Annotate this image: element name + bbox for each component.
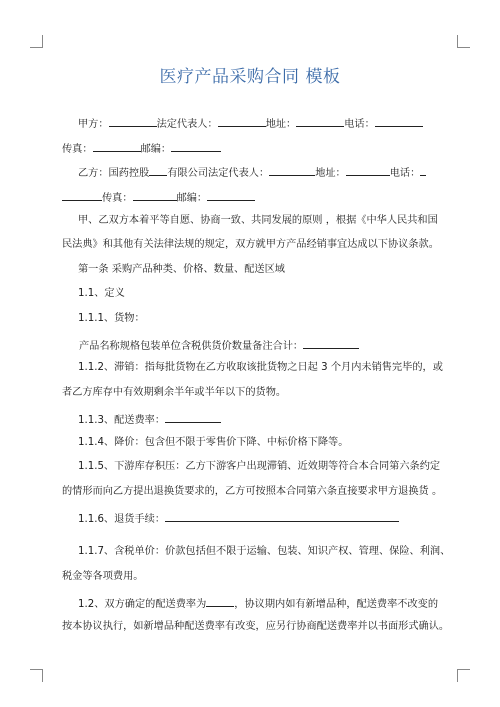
party-b-address-label: 地址： <box>315 168 346 179</box>
party-a-rep-label: 法定代表人： <box>156 119 218 130</box>
party-b-rep-blank[interactable] <box>269 164 315 176</box>
party-a-phone-blank[interactable] <box>375 115 423 127</box>
party-b-label: 乙方：国药控股 <box>78 168 150 179</box>
section-1-2-text-b: ，协议期内如有新增品种，配送费率不改变的 <box>234 599 439 610</box>
party-a-line-2 <box>62 140 440 157</box>
section-1-1-2-line-2: 者乙方库存中有效期剩余半年或半年以下的货物。 <box>62 387 287 398</box>
party-b-address-blank[interactable] <box>346 164 390 176</box>
party-b-fax-blank[interactable] <box>133 189 177 201</box>
party-b-branch-blank[interactable] <box>149 164 167 176</box>
article-1-heading: 第一条 采购产品种类、价格、数量、配送区域 <box>78 264 285 275</box>
party-a-rep-blank[interactable] <box>218 115 266 127</box>
section-1-2-line-2: 按本协议执行，如新增品种配送费率有改变，应另行协商配送费率并以书面形式确认。 <box>62 621 450 632</box>
party-a-address-blank[interactable] <box>296 115 344 127</box>
party-b-line-1 <box>78 164 440 181</box>
delivery-rate-agreed-blank[interactable] <box>206 595 234 607</box>
party-a-label: 甲方： <box>78 119 109 130</box>
party-b-fax-label: 传真： <box>102 193 133 204</box>
section-1-1-7-line-2: 税金等各项费用。 <box>62 571 144 582</box>
party-b-line-2 <box>62 189 440 206</box>
section-1-1-4: 1.1.4、降价：包含但不限于零售价下降、中标价格下降等。 <box>78 437 349 448</box>
section-1-1-5-line-1: 1.1.5、下游库存积压：乙方下游客户出现滞销、近效期等符合本合同第六条约定 <box>78 461 441 472</box>
crop-mark-bottom-left <box>30 669 43 682</box>
crop-mark-top-left <box>30 35 43 48</box>
section-1-2-line-1 <box>78 595 440 612</box>
party-b-phone-blank-cont[interactable] <box>62 189 102 201</box>
section-1-1-2-line-1: 1.1.2、滞销：指每批货物在乙方收取该批货物之日起 3 个月内未销售完毕的，或 <box>78 362 443 373</box>
section-1-1-6 <box>78 510 440 527</box>
party-b-phone-label: 电话： <box>389 168 421 179</box>
section-1-1: 1.1、定义 <box>78 288 125 299</box>
crop-mark-top-right <box>457 35 470 48</box>
section-1-1-3 <box>78 411 440 428</box>
party-b-postcode-blank[interactable] <box>207 189 255 201</box>
intro-paragraph-line-1: 甲、乙双方本着平等自愿、协商一致、共同发展的原则 ，根据《中华人民共和国 <box>78 215 438 226</box>
delivery-rate-label: 1.1.3、配送费率： <box>78 415 166 426</box>
return-procedure-label: 1.1.6、退货手续： <box>78 514 166 525</box>
section-1-1-5-line-2: 的情形而向乙方提出退换货要求的，乙方可按照本合同第六条直接要求甲方退换货 。 <box>62 486 443 497</box>
product-line <box>79 337 440 354</box>
party-b-postcode-label: 邮编： <box>176 193 208 204</box>
section-1-2-text-a: 1.2、双方确定的配送费率为 <box>78 599 207 610</box>
document-title: 医疗产品采购合同 模板 <box>159 67 341 87</box>
intro-paragraph-line-2: 民法典》和其他有关法律法规的规定，双方就甲方产品经销事宜达成以下协议条款。 <box>62 239 439 250</box>
party-a-postcode-label: 邮编： <box>140 144 172 155</box>
party-b-phone-blank[interactable] <box>420 164 426 176</box>
party-a-phone-label: 电话： <box>344 119 375 130</box>
party-a-postcode-blank[interactable] <box>171 140 221 152</box>
product-line-text: 产品名称规格包装单位含税供货价数量备注合计： <box>79 341 304 352</box>
crop-mark-bottom-right <box>457 669 470 682</box>
delivery-rate-blank[interactable] <box>165 411 221 423</box>
party-a-fax-blank[interactable] <box>93 140 141 152</box>
party-a-fax-label: 传真： <box>62 144 93 155</box>
party-b-rep-label: 有限公司法定代表人： <box>167 168 270 179</box>
section-1-1-1: 1.1.1、货物： <box>78 313 145 324</box>
return-procedure-blank[interactable] <box>165 510 399 522</box>
section-1-1-7-line-1: 1.1.7、含税单价：价款包括但不限于运输、包装、知识产权、管理、保险、利润、 <box>78 546 451 557</box>
party-a-address-label: 地址： <box>265 119 297 130</box>
product-total-blank[interactable] <box>303 337 359 349</box>
party-a-name-blank[interactable] <box>109 115 157 127</box>
party-a-line-1 <box>78 115 440 132</box>
